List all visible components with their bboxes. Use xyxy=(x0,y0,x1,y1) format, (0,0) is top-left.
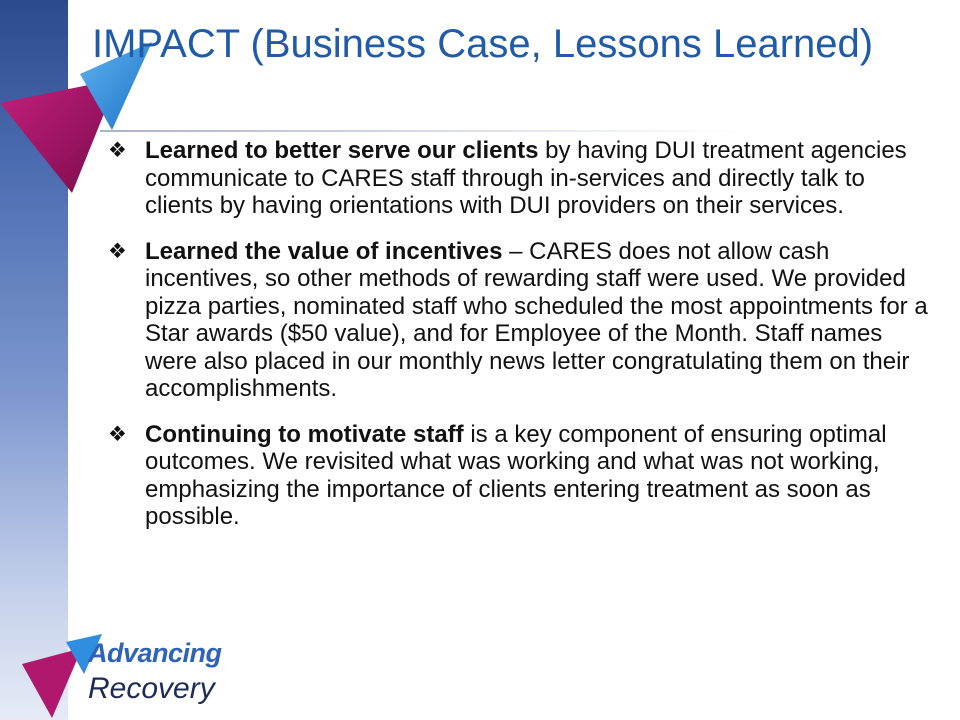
diamond-bullet-icon: ❖ xyxy=(108,422,127,446)
advancing-recovery-logo xyxy=(22,634,262,720)
bullet-body-text: is a key component of ensuring optimal outcomes. We revisited what was working and what was not working, emphasizing the importance of clients entering treatment as soon as possible. xyxy=(145,420,887,530)
bullet-item xyxy=(108,137,938,220)
bullet-lead-text: Continuing to motivate staff xyxy=(145,420,464,448)
diamond-bullet-icon: ❖ xyxy=(108,139,127,162)
brand-name-line2: Recovery xyxy=(88,672,215,705)
title-divider xyxy=(100,130,750,132)
bullet-body-text: by having DUI treatment agencies communicate to CARES staff through in-services and directly talk to clients by having orientations with DUI providers on their services. xyxy=(145,137,907,219)
bullet-lead-text: Learned to better serve our clients xyxy=(145,137,539,164)
slide-title: IMPACT (Business Case, Lessons Learned) xyxy=(92,22,874,66)
bullet-body-text: – CARES does not allow cash incentives, so other methods of rewarding staff were used. We provided pizza parties, nominated staff who scheduled the most appointments for a Star awards ($50 value), and for Employee of the Month. Staff names were also placed in our monthly news letter congratulating them on their accomplishments. xyxy=(145,237,928,402)
bullet-item xyxy=(108,421,938,531)
bullet-list xyxy=(108,137,938,549)
bullet-lead-text: Learned the value of incentives xyxy=(145,237,503,265)
bullet-item xyxy=(108,238,938,403)
brand-name-line1: Advancing xyxy=(88,638,222,668)
diamond-bullet-icon: ❖ xyxy=(108,239,127,263)
